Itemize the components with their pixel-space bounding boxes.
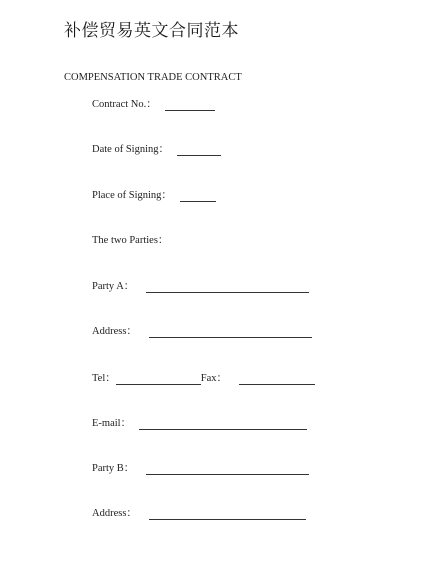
email-label: E-mail： — [92, 418, 132, 429]
two-parties-label: The two Parties： — [92, 235, 169, 246]
party-b-blank — [146, 464, 309, 475]
address-b-blank — [149, 509, 306, 520]
date-of-signing-row — [92, 141, 221, 156]
contract-no-label: Contract No.： — [92, 99, 157, 110]
party-b-label: Party B： — [92, 463, 135, 474]
contract-no-blank — [165, 100, 215, 111]
date-of-signing-blank — [177, 145, 221, 156]
fax-label: Fax： — [200, 373, 228, 384]
two-parties-row — [92, 232, 168, 247]
date-of-signing-label: Date of Signing： — [92, 144, 169, 155]
place-of-signing-label: Place of Signing： — [92, 190, 172, 201]
party-a-blank — [146, 282, 309, 293]
party-a-label: Party A： — [92, 281, 135, 292]
address-b-label: Address： — [92, 508, 137, 519]
email-row — [92, 415, 307, 430]
tel-blank — [116, 374, 201, 385]
tel-label: Tel： — [92, 373, 116, 384]
place-of-signing-row — [92, 187, 216, 202]
document-title: 补偿贸易英文合同范本 — [64, 21, 239, 41]
contract-heading: COMPENSATION TRADE CONTRACT — [64, 72, 242, 83]
email-blank — [139, 419, 307, 430]
address-b-row — [92, 505, 306, 520]
party-a-row — [92, 278, 309, 293]
address-a-blank — [149, 327, 312, 338]
address-a-label: Address： — [92, 326, 137, 337]
party-b-row — [92, 460, 309, 475]
address-a-row — [92, 323, 312, 338]
place-of-signing-blank — [180, 191, 216, 202]
contract-no-row — [92, 96, 215, 111]
tel-fax-row — [92, 370, 315, 385]
fax-blank — [239, 374, 315, 385]
